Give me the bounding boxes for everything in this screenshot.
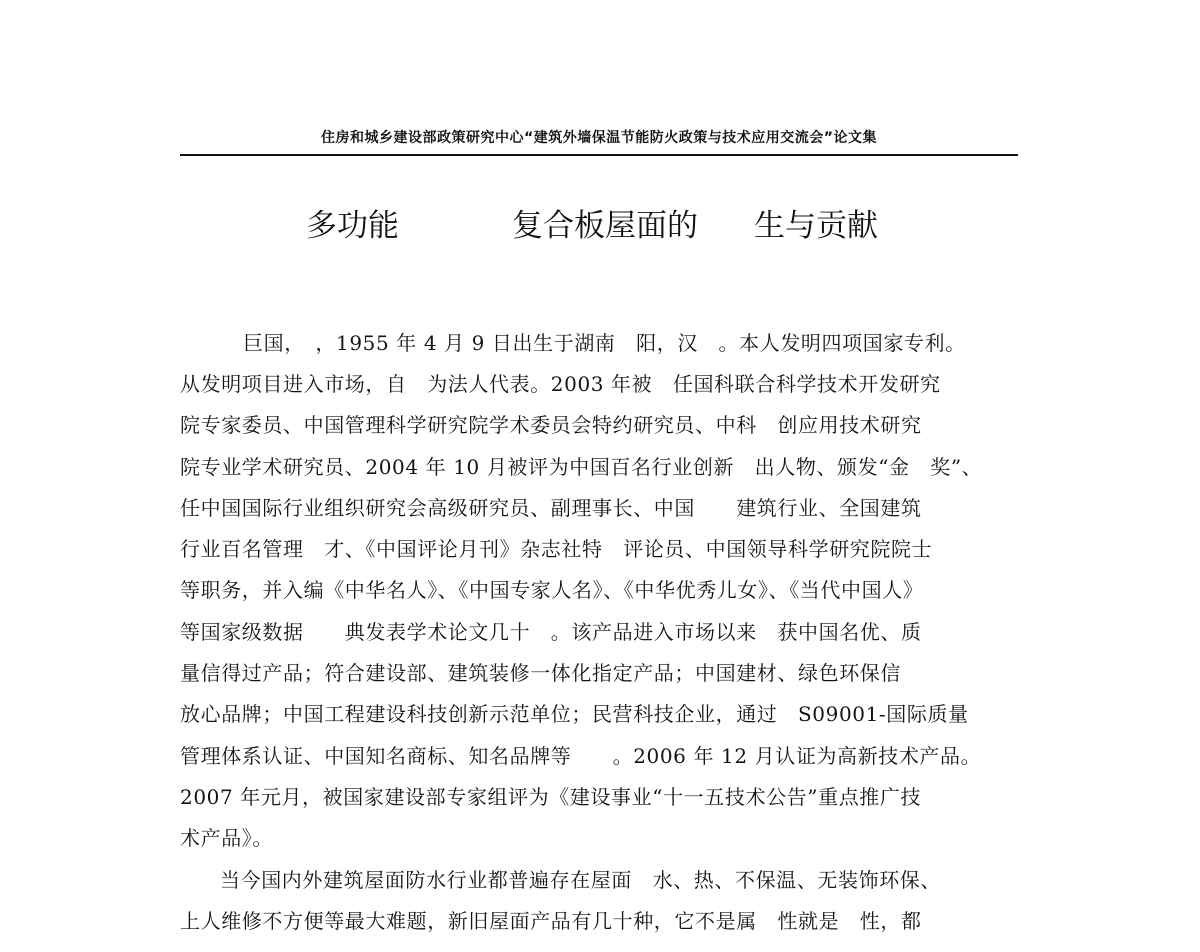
- body-line: 行业百名管理 才、《中国评论月刊》杂志社特 评论员、中国领导科学研究院院士: [180, 537, 933, 561]
- article-title: [300, 200, 900, 250]
- body-line: 等国家级数据 典发表学术论文几十 。该产品进入市场以来 获中国名优、质: [180, 620, 922, 644]
- body-line: 2007 年元月，被国家建设部专家组评为《建设事业“十一五技术公告”重点推广技: [180, 785, 922, 809]
- body-line: 放心品牌；中国工程建设科技创新示范单位；民营科技企业，通过 S09001-国际质量: [180, 702, 969, 726]
- title-part-1: 多功能: [306, 208, 399, 244]
- body-line: 等职务，并入编《中华名人》、《中国专家人名》、《中华优秀儿女》、《当代中国人》: [180, 578, 924, 602]
- body-line: 上人维修不方便等最大难题，新旧屋面产品有几十种，它不是属 性就是 性，都: [180, 909, 922, 933]
- body-line: 任中国国际行业组织研究会高级研究员、副理事长、中国 建筑行业、全国建筑: [180, 496, 922, 520]
- body-line: 院专家委员、中国管理科学研究院学术委员会特约研究员、中科 创应用技术研究: [180, 413, 922, 437]
- title-part-2: 复合板屋面的: [512, 208, 698, 244]
- header-rule: [180, 154, 1018, 156]
- body-line: 术产品》。: [180, 826, 273, 850]
- body-line: 从发明项目进入市场，自 为法人代表。2003 年被 任国科联合科学技术开发研究: [180, 372, 941, 396]
- body-line: 巨国， ，1955 年 4 月 9 日出生于湖南 阳，汉 。本人发明四项国家专利。: [243, 331, 966, 355]
- running-header: 住房和城乡建设部政策研究中心“建筑外墙保温节能防火政策与技术应用交流会”论文集: [321, 130, 877, 146]
- body-line: 量信得过产品；符合建设部、建筑装修一体化指定产品；中国建材、绿色环保信: [180, 661, 901, 685]
- body-line: 管理体系认证、中国知名商标、知名品牌等 。2006 年 12 月认证为高新技术产品。: [180, 744, 982, 768]
- body-line: 当今国内外建筑屋面防水行业都普遍存在屋面 水、热、不保温、无装饰环保、: [220, 868, 941, 892]
- body-line: 院专业学术研究员、2004 年 10 月被评为中国百名行业创新 出人物、颁发“金 奖”、: [180, 455, 983, 479]
- title-part-3: 生与贡献: [754, 208, 878, 244]
